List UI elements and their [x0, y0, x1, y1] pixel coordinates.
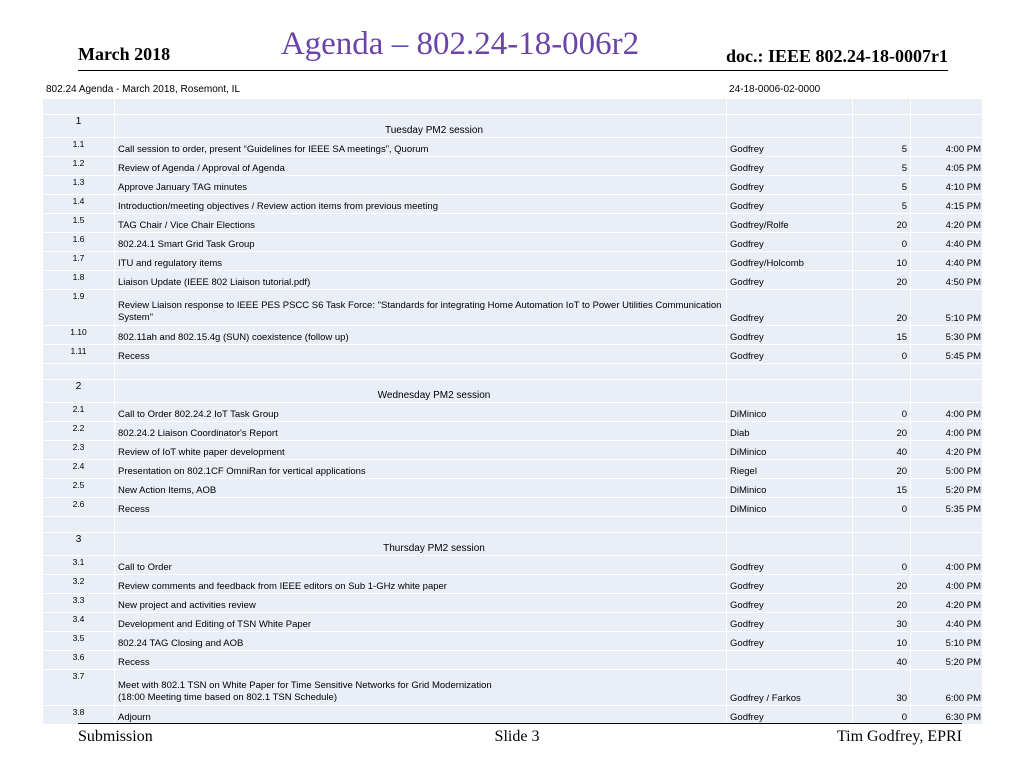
section-number: 2: [43, 380, 115, 403]
item-number: 1.11: [43, 345, 115, 364]
item-start-time: 4:40 PM: [911, 252, 983, 271]
item-duration: 0: [853, 498, 911, 517]
item-description: Recess: [115, 498, 727, 517]
item-start-time: 4:00 PM: [911, 575, 983, 594]
item-number: 1.6: [43, 233, 115, 252]
empty-cell: [727, 517, 853, 533]
item-start-time: 5:30 PM: [911, 326, 983, 345]
item-duration: 20: [853, 594, 911, 613]
empty-cell: [43, 99, 115, 115]
header-doc-id: doc.: IEEE 802.24-18-0007r1: [726, 46, 948, 66]
item-number: 1.7: [43, 252, 115, 271]
item-start-time: 5:10 PM: [911, 632, 983, 651]
item-description: Review of Agenda / Approval of Agenda: [115, 157, 727, 176]
agenda-item-row: [43, 422, 983, 441]
item-description: Introduction/meeting objectives / Review action items from previous meeting: [115, 195, 727, 214]
item-description: Review Liaison response to IEEE PES PSCC S6 Task Force: "Standards for integrating Home Automation IoT to Power Utilities Communication System": [115, 290, 727, 326]
item-start-time: 5:20 PM: [911, 479, 983, 498]
item-owner: Godfrey: [727, 157, 853, 176]
item-number: 1.2: [43, 157, 115, 176]
item-start-time: 4:00 PM: [911, 556, 983, 575]
item-number: 1.10: [43, 326, 115, 345]
item-start-time: 4:00 PM: [911, 403, 983, 422]
item-owner: Godfrey / Farkos: [727, 670, 853, 706]
item-owner: Godfrey: [727, 326, 853, 345]
item-start-time: 5:45 PM: [911, 345, 983, 364]
item-duration: 0: [853, 233, 911, 252]
item-start-time: 6:00 PM: [911, 670, 983, 706]
item-description: TAG Chair / Vice Chair Elections: [115, 214, 727, 233]
agenda-item-row: [43, 460, 983, 479]
item-start-time: 4:20 PM: [911, 214, 983, 233]
item-number: 2.4: [43, 460, 115, 479]
agenda-item-row: [43, 271, 983, 290]
item-description: Call to Order: [115, 556, 727, 575]
agenda-item-row: [43, 594, 983, 613]
empty-cell: [43, 364, 115, 380]
agenda-item-row: [43, 670, 983, 706]
item-number: 3.2: [43, 575, 115, 594]
agenda-item-row: [43, 613, 983, 632]
empty-cell: [853, 80, 911, 99]
item-description: 802.24.1 Smart Grid Task Group: [115, 233, 727, 252]
item-start-time: 4:00 PM: [911, 138, 983, 157]
item-owner: [727, 651, 853, 670]
empty-cell: [115, 517, 727, 533]
item-duration: 5: [853, 138, 911, 157]
doc-reference: 24-18-0006-02-0000: [727, 80, 853, 99]
item-start-time: 5:20 PM: [911, 651, 983, 670]
item-duration: 20: [853, 575, 911, 594]
empty-cell: [911, 380, 983, 403]
item-start-time: 4:15 PM: [911, 195, 983, 214]
item-owner: Godfrey: [727, 176, 853, 195]
section-header-row: [43, 115, 983, 138]
item-number: 3.4: [43, 613, 115, 632]
item-number: 1.5: [43, 214, 115, 233]
item-owner: DiMinico: [727, 403, 853, 422]
item-owner: Godfrey: [727, 556, 853, 575]
item-duration: 20: [853, 422, 911, 441]
item-owner: Godfrey: [727, 575, 853, 594]
empty-cell: [911, 99, 983, 115]
item-duration: 0: [853, 706, 911, 725]
agenda-item-row: [43, 706, 983, 725]
agenda-item-row: [43, 157, 983, 176]
item-duration: 20: [853, 460, 911, 479]
agenda-item-row: [43, 233, 983, 252]
item-owner: Godfrey/Holcomb: [727, 252, 853, 271]
agenda-item-row: [43, 651, 983, 670]
item-number: 3.6: [43, 651, 115, 670]
footer-divider: [78, 723, 962, 724]
agenda-item-row: [43, 214, 983, 233]
item-description: ITU and regulatory items: [115, 252, 727, 271]
item-number: 3.3: [43, 594, 115, 613]
empty-cell: [911, 517, 983, 533]
item-duration: 20: [853, 271, 911, 290]
item-owner: DiMinico: [727, 498, 853, 517]
agenda-item-row: [43, 290, 983, 326]
item-duration: 0: [853, 556, 911, 575]
item-description: Meet with 802.1 TSN on White Paper for Time Sensitive Networks for Grid Modernization (18:00 Meeting time based on 802.1 TSN Schedule): [115, 670, 727, 706]
item-owner: Godfrey: [727, 613, 853, 632]
empty-cell: [911, 364, 983, 380]
spacer-row: [43, 364, 983, 380]
item-number: 1.4: [43, 195, 115, 214]
item-duration: 5: [853, 195, 911, 214]
item-owner: Godfrey: [727, 706, 853, 725]
item-duration: 40: [853, 441, 911, 460]
section-title: Thursday PM2 session: [115, 533, 727, 556]
empty-cell: [115, 99, 727, 115]
empty-cell: [911, 80, 983, 99]
item-description: Recess: [115, 345, 727, 364]
header-divider: [78, 70, 948, 71]
item-description: 802.24 TAG Closing and AOB: [115, 632, 727, 651]
item-number: 1.3: [43, 176, 115, 195]
item-owner: Godfrey: [727, 195, 853, 214]
item-owner: DiMinico: [727, 479, 853, 498]
item-duration: 5: [853, 157, 911, 176]
item-number: 3.8: [43, 706, 115, 725]
item-description: Presentation on 802.1CF OmniRan for vertical applications: [115, 460, 727, 479]
footer-author: Tim Godfrey, EPRI: [836, 728, 962, 745]
section-title: Wednesday PM2 session: [115, 380, 727, 403]
empty-cell: [853, 380, 911, 403]
agenda-item-row: [43, 575, 983, 594]
section-number: 1: [43, 115, 115, 138]
item-owner: Godfrey: [727, 271, 853, 290]
item-start-time: 4:10 PM: [911, 176, 983, 195]
item-description: Adjourn: [115, 706, 727, 725]
item-number: 2.6: [43, 498, 115, 517]
item-number: 2.3: [43, 441, 115, 460]
agenda-item-row: [43, 345, 983, 364]
item-start-time: 5:00 PM: [911, 460, 983, 479]
item-start-time: 4:40 PM: [911, 613, 983, 632]
item-start-time: 4:00 PM: [911, 422, 983, 441]
item-description: Call session to order, present “Guidelines for IEEE SA meetings”, Quorum: [115, 138, 727, 157]
item-description: 802.11ah and 802.15.4g (SUN) coexistence (follow up): [115, 326, 727, 345]
item-start-time: 4:50 PM: [911, 271, 983, 290]
empty-cell: [115, 364, 727, 380]
item-start-time: 4:40 PM: [911, 233, 983, 252]
item-duration: 30: [853, 613, 911, 632]
agenda-item-row: [43, 498, 983, 517]
item-number: 3.1: [43, 556, 115, 575]
item-duration: 5: [853, 176, 911, 195]
item-duration: 15: [853, 479, 911, 498]
header-date: March 2018: [78, 44, 171, 64]
item-owner: Godfrey/Rolfe: [727, 214, 853, 233]
item-duration: 0: [853, 403, 911, 422]
empty-cell: [727, 533, 853, 556]
item-start-time: 4:05 PM: [911, 157, 983, 176]
section-title: Tuesday PM2 session: [115, 115, 727, 138]
item-owner: Godfrey: [727, 345, 853, 364]
section-header-row: [43, 380, 983, 403]
agenda-item-row: [43, 479, 983, 498]
agenda-table-title: 802.24 Agenda - March 2018, Rosemont, IL: [43, 80, 727, 99]
item-start-time: 5:10 PM: [911, 290, 983, 326]
table-header-row: [43, 80, 983, 99]
empty-cell: [911, 115, 983, 138]
item-description: New Action Items, AOB: [115, 479, 727, 498]
empty-cell: [853, 99, 911, 115]
agenda-item-row: [43, 195, 983, 214]
item-owner: Riegel: [727, 460, 853, 479]
agenda-item-row: [43, 556, 983, 575]
empty-cell: [727, 115, 853, 138]
item-duration: 20: [853, 290, 911, 326]
empty-cell: [853, 533, 911, 556]
item-owner: Godfrey: [727, 290, 853, 326]
item-start-time: 4:20 PM: [911, 594, 983, 613]
empty-cell: [853, 517, 911, 533]
section-header-row: [43, 533, 983, 556]
empty-cell: [911, 533, 983, 556]
item-owner: Godfrey: [727, 138, 853, 157]
footer-slide-number: Slide 3: [494, 728, 540, 745]
item-description: Recess: [115, 651, 727, 670]
agenda-item-row: [43, 632, 983, 651]
empty-cell: [727, 364, 853, 380]
item-description: Review of IoT white paper development: [115, 441, 727, 460]
item-owner: Godfrey: [727, 632, 853, 651]
item-description: Review comments and feedback from IEEE editors on Sub 1-GHz white paper: [115, 575, 727, 594]
item-start-time: 5:35 PM: [911, 498, 983, 517]
item-owner: DiMinico: [727, 441, 853, 460]
item-number: 3.7: [43, 670, 115, 706]
item-number: 3.5: [43, 632, 115, 651]
item-duration: 40: [853, 651, 911, 670]
item-owner: Godfrey: [727, 594, 853, 613]
item-description: Call to Order 802.24.2 IoT Task Group: [115, 403, 727, 422]
item-number: 2.1: [43, 403, 115, 422]
item-number: 1.8: [43, 271, 115, 290]
agenda-item-row: [43, 252, 983, 271]
empty-cell: [853, 115, 911, 138]
item-duration: 10: [853, 632, 911, 651]
item-description: Approve January TAG minutes: [115, 176, 727, 195]
item-duration: 0: [853, 345, 911, 364]
item-duration: 15: [853, 326, 911, 345]
item-duration: 30: [853, 670, 911, 706]
item-number: 1.9: [43, 290, 115, 326]
item-duration: 20: [853, 214, 911, 233]
footer-submission: Submission: [78, 728, 153, 745]
item-start-time: 4:20 PM: [911, 441, 983, 460]
item-owner: Godfrey: [727, 233, 853, 252]
slide-title: Agenda – 802.24-18-006r2: [280, 26, 640, 62]
agenda-item-row: [43, 138, 983, 157]
item-duration: 10: [853, 252, 911, 271]
item-owner: Diab: [727, 422, 853, 441]
item-description: Development and Editing of TSN White Paper: [115, 613, 727, 632]
agenda-item-row: [43, 441, 983, 460]
item-number: 2.2: [43, 422, 115, 441]
agenda-table: [42, 79, 983, 725]
item-description: 802.24.2 Liaison Coordinator's Report: [115, 422, 727, 441]
empty-cell: [727, 380, 853, 403]
item-start-time: 6:30 PM: [911, 706, 983, 725]
spacer-row: [43, 99, 983, 115]
item-description: New project and activities review: [115, 594, 727, 613]
agenda-item-row: [43, 403, 983, 422]
agenda-item-row: [43, 176, 983, 195]
empty-cell: [43, 517, 115, 533]
item-number: 1.1: [43, 138, 115, 157]
spacer-row: [43, 517, 983, 533]
section-number: 3: [43, 533, 115, 556]
agenda-item-row: [43, 326, 983, 345]
item-description: Liaison Update (IEEE 802 Liaison tutorial.pdf): [115, 271, 727, 290]
empty-cell: [727, 99, 853, 115]
item-number: 2.5: [43, 479, 115, 498]
empty-cell: [853, 364, 911, 380]
